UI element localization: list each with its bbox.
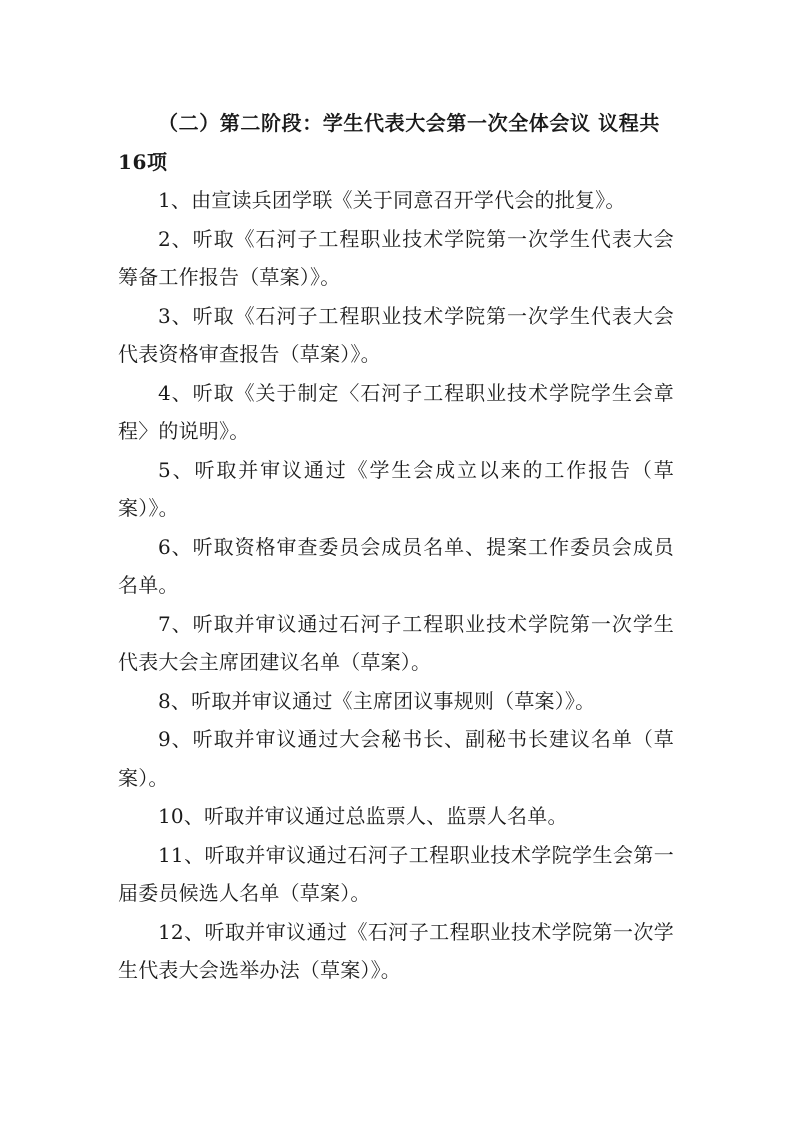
agenda-item-3: 3、听取《石河子工程职业技术学院第一次学生代表大会代表资格审查报告（草案）》。: [118, 303, 674, 366]
agenda-item-10: 10、听取并审议通过总监票人、监票人名单。: [158, 804, 568, 828]
agenda-item-4: 4、听取《关于制定〈石河子工程职业技术学院学生会章程〉的说明》。: [118, 380, 674, 443]
agenda-item-5: 5、听取并审议通过《学生会成立以来的工作报告（草案）》。: [118, 457, 674, 520]
agenda-item-9: 9、听取并审议通过大会秘书长、副秘书长建议名单（草案）。: [118, 727, 674, 790]
agenda-item-6: 6、听取资格审查委员会成员名单、提案工作委员会成员名单。: [118, 534, 674, 597]
section-heading: （二）第二阶段：学生代表大会第一次全体会议 议程共16项: [118, 111, 660, 174]
agenda-item-7: 7、听取并审议通过石河子工程职业技术学院第一次学生代表大会主席团建议名单（草案）。: [118, 611, 674, 674]
agenda-item-11: 11、听取并审议通过石河子工程职业技术学院学生会第一届委员候选人名单（草案）。: [118, 842, 674, 905]
agenda-item-1: 1、由宣读兵团学联《关于同意召开学代会的批复》。: [158, 188, 626, 212]
agenda-item-12: 12、听取并审议通过《石河子工程职业技术学院第一次学生代表大会选举办法（草案）》。: [118, 919, 674, 982]
document-page: [118, 104, 674, 990]
agenda-item-2: 2、听取《石河子工程职业技术学院第一次学生代表大会筹备工作报告（草案）》。: [118, 226, 674, 289]
agenda-item-8: 8、听取并审议通过《主席团议事规则（草案）》。: [158, 688, 596, 713]
